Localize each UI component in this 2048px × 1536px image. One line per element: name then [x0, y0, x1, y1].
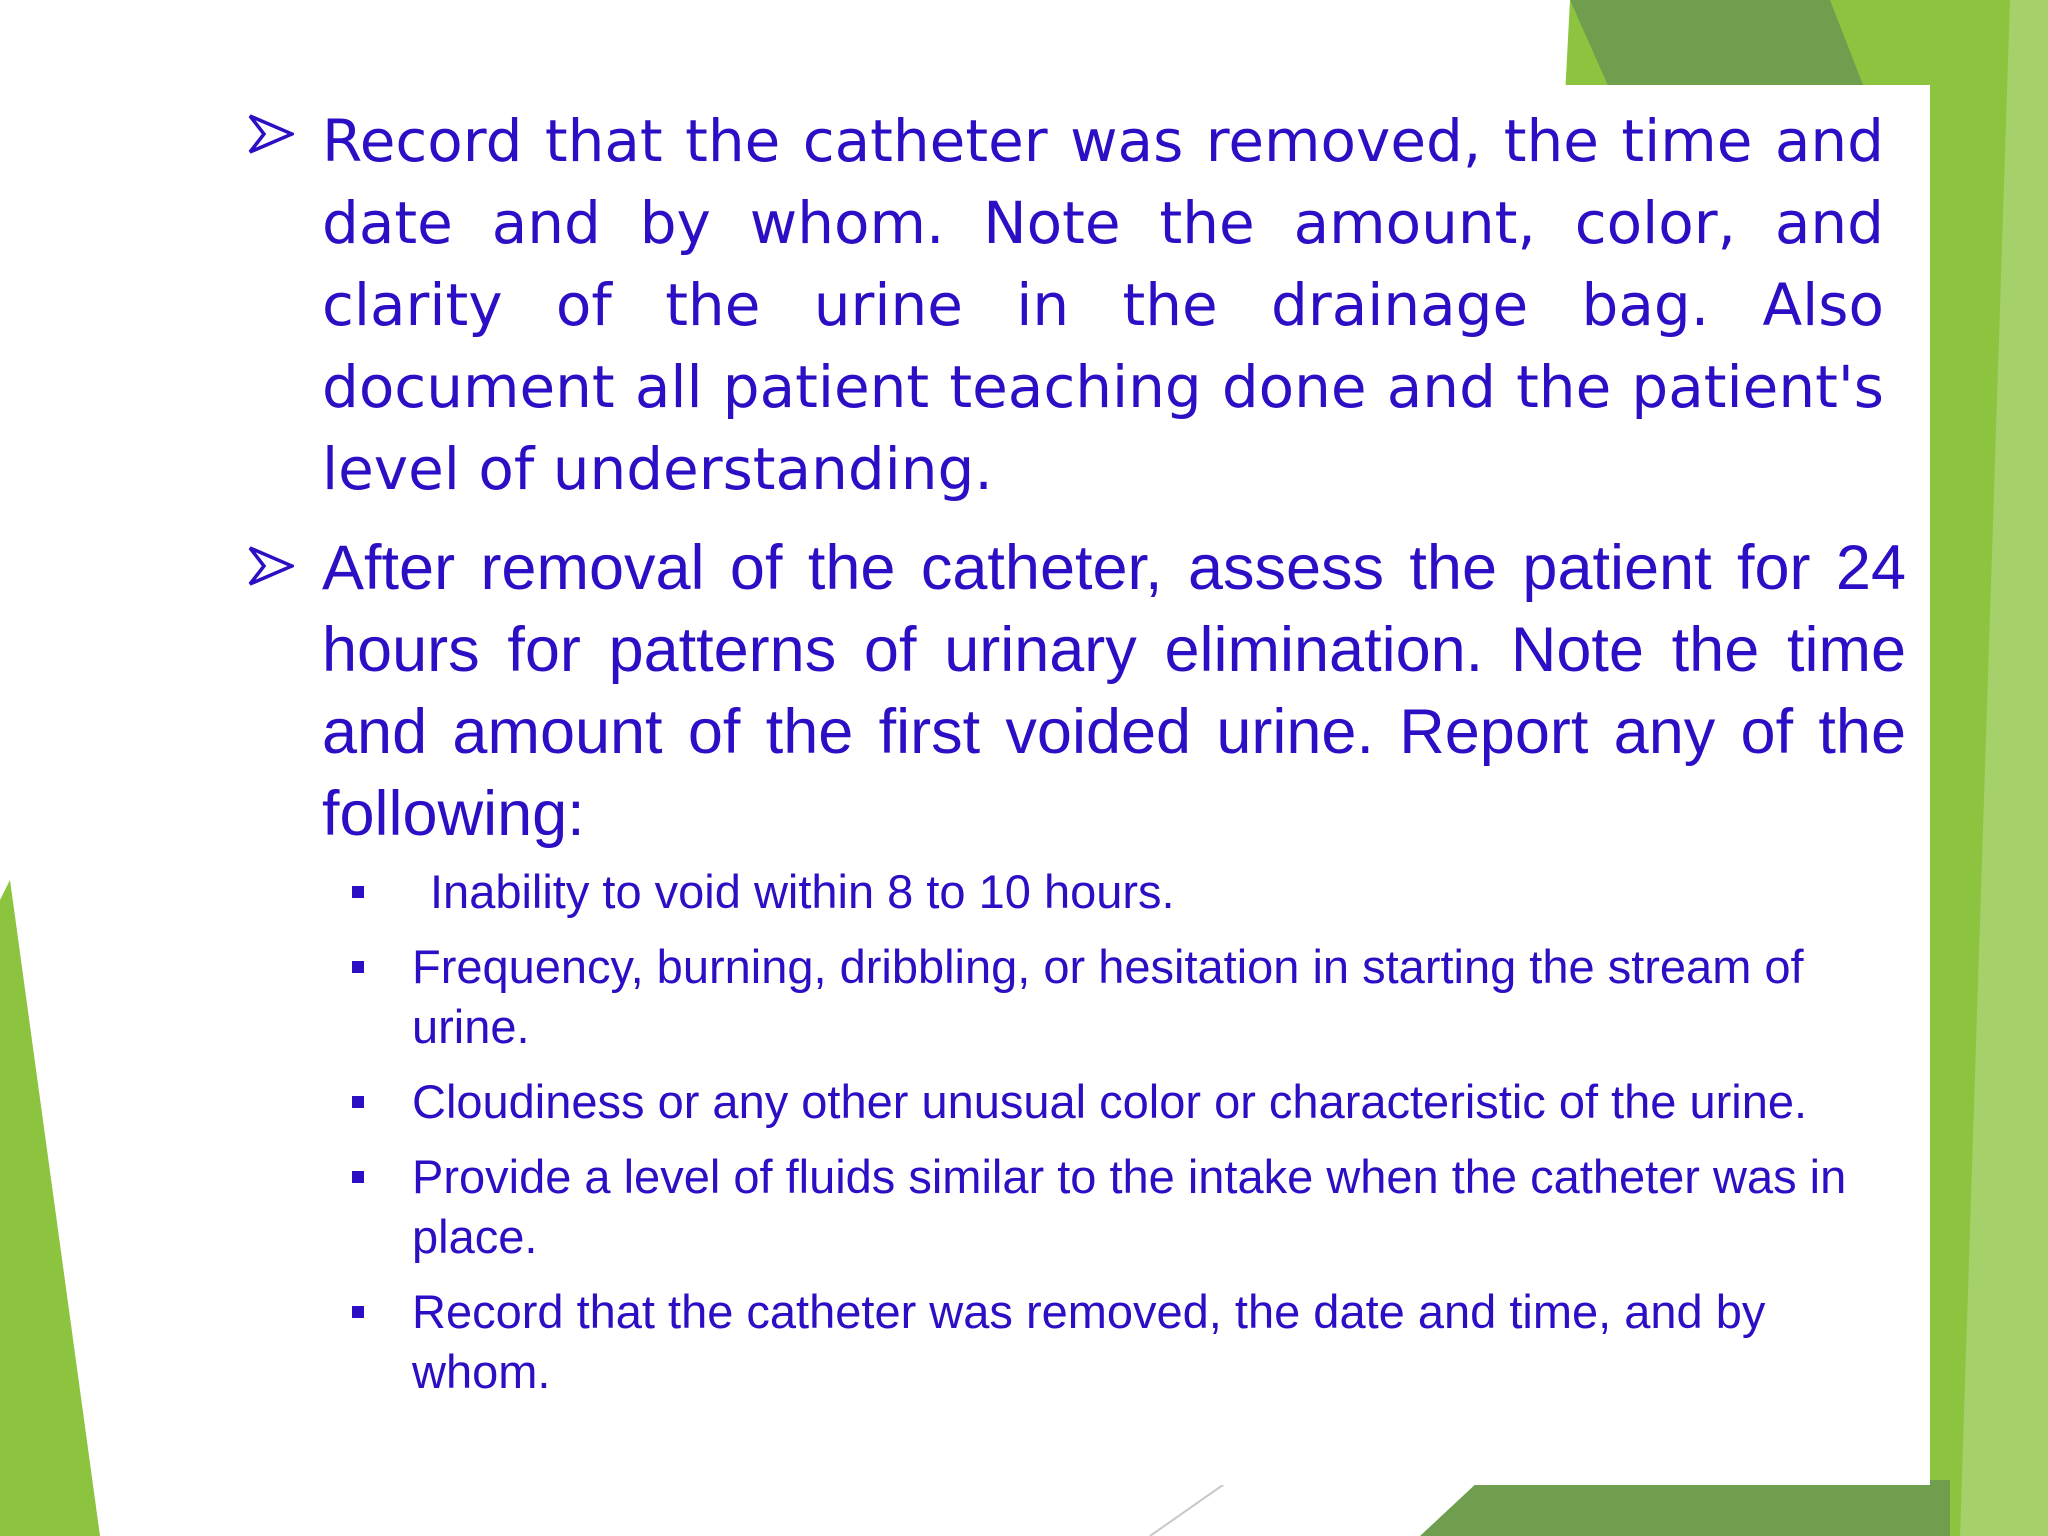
left-green-wedge — [0, 880, 100, 1536]
arrow-bullet-icon — [248, 114, 294, 154]
sub-item-text: Inability to void within 8 to 10 hours. — [430, 865, 1175, 918]
square-bullet-icon — [352, 886, 364, 898]
bullet-1-text: Record that the catheter was removed, the time and date and by whom. Note the amount, color, and clarity of the urine in the drainage bag. Also document all patient teaching done and the patient's level of understanding. — [322, 107, 1884, 503]
list-item — [340, 862, 1910, 922]
list-item — [340, 1147, 1910, 1267]
square-bullet-icon — [352, 1171, 364, 1183]
list-item — [340, 937, 1910, 1057]
square-bullet-icon — [352, 1306, 364, 1318]
sub-item-text: Provide a level of fluids similar to the intake when the catheter was in place. — [412, 1150, 1847, 1263]
square-bullet-icon — [352, 1096, 364, 1108]
arrow-bullet-icon — [248, 546, 294, 586]
sub-item-text: Frequency, burning, dribbling, or hesitation in starting the stream of urine. — [412, 940, 1804, 1053]
list-item — [340, 1072, 1910, 1132]
sub-bullet-list — [340, 862, 1910, 1417]
list-item — [340, 1282, 1910, 1402]
sub-item-text: Record that the catheter was removed, the date and time, and by whom. — [412, 1285, 1766, 1398]
square-bullet-icon — [352, 961, 364, 973]
bottom-thin-line — [1150, 1480, 1230, 1536]
bottom-green-wedge — [1420, 1480, 1950, 1536]
bullet-2-text: After removal of the catheter, assess the patient for 24 hours for patterns of urinary elimination. Note the time and amount of the first voided urine. Report any of the following: — [322, 533, 1906, 849]
sub-item-text: Cloudiness or any other unusual color or characteristic of the urine. — [412, 1075, 1808, 1128]
